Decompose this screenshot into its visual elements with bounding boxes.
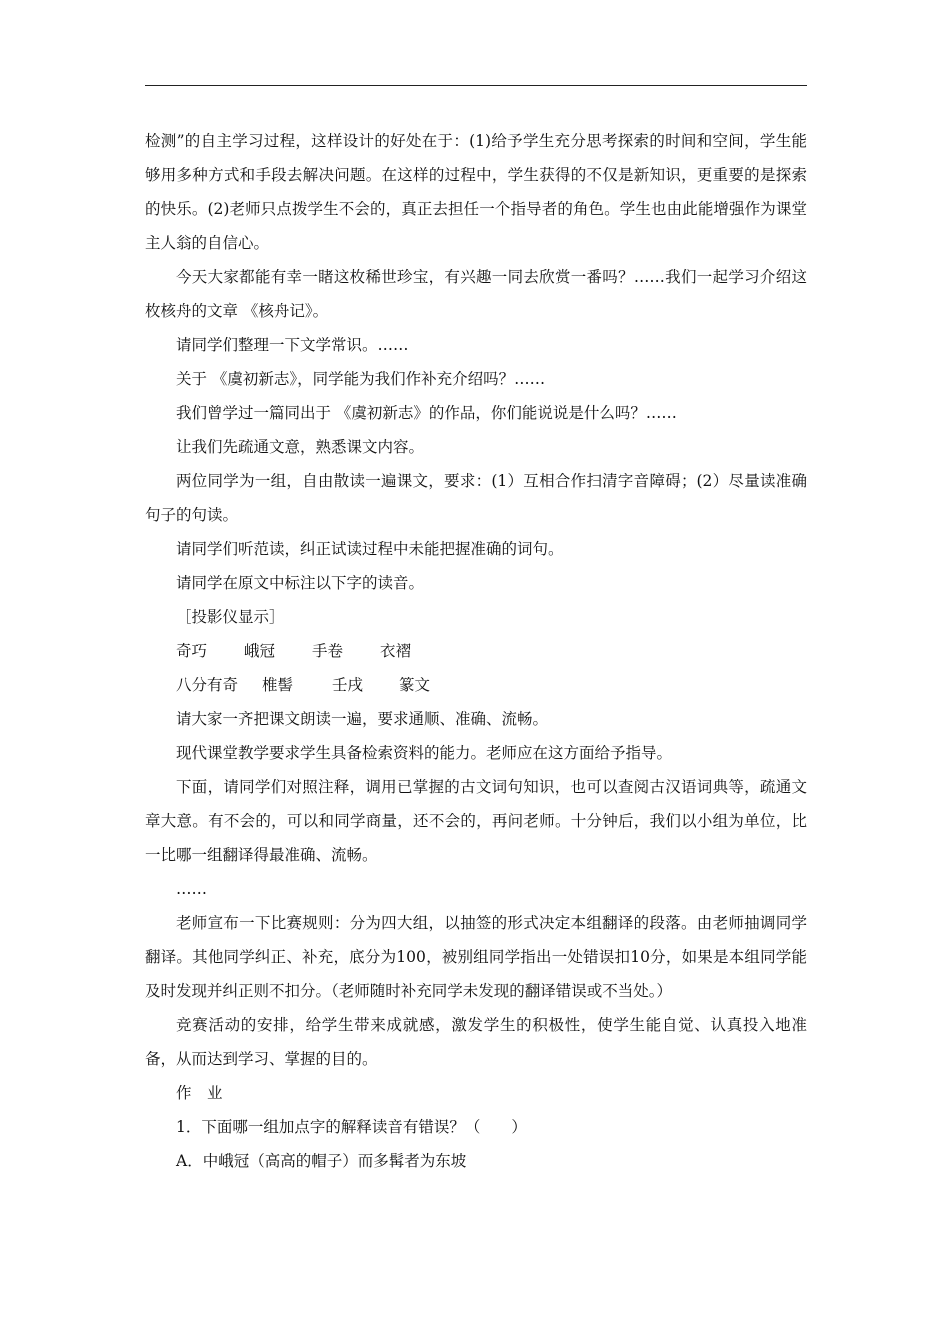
question-1-option-a: A．中峨冠（高高的帽子）而多髯者为东坡: [176, 1152, 467, 1170]
paragraph-projector: ［投影仪显示］: [176, 608, 285, 626]
paragraph-read-aloud: 请大家一齐把课文朗读一遍，要求通顺、准确、流畅。: [176, 710, 549, 728]
paragraph-competition-rules: 老师宣布一下比赛规则：分为四大组，以抽签的形式决定本组翻译的段落。由老师抽调同学翻译。其他同学纠正、补充，底分为100，被别组同学指出一处错误扣10分，如果是本组同学能及时发现并纠正则不扣分。（老师随时补充同学未发现的翻译错误或不当处。）: [145, 914, 807, 1000]
word-item: 壬戌: [332, 676, 364, 694]
word-item: 椎髻: [262, 676, 294, 694]
question-1: 1．下面哪一组加点字的解释读音有错误？（ ）: [176, 1118, 527, 1136]
word-row: [145, 634, 807, 668]
paragraph-same-source: 我们曾学过一篇同出于 《虞初新志》的作品，你们能说说是什么吗？……: [176, 404, 677, 422]
paragraph-continued: 检测”的自主学习过程，这样设计的好处在于：(1)给予学生充分思考探索的时间和空间，学生能够用多种方式和手段去解决问题。在这样的过程中，学生获得的不仅是新知识，更重要的是探索的快乐。(2)老师只点拨学生不会的，真正去担任一个指导者的角色。学生也由此能增强作为课堂主人翁的自信心。: [145, 132, 807, 252]
word-row: [145, 668, 807, 702]
word-item: 衣褶: [380, 642, 412, 660]
paragraph-yuchu-xinzhi: 关于 《虞初新志》，同学能为我们作补充介绍吗？……: [176, 370, 546, 388]
paragraph-pair-reading: 两位同学为一组，自由散读一遍课文，要求：(1）互相合作扫清字音障碍；(2）尽量读准确句子的句读。: [145, 472, 807, 524]
paragraph-intro: 今天大家都能有幸一睹这枚稀世珍宝，有兴趣一同去欣赏一番吗？……我们一起学习介绍这枚核舟的文章 《核舟记》。: [145, 268, 807, 320]
word-item: 八分有奇: [176, 676, 239, 694]
paragraph-mark-pronunciation: 请同学在原文中标注以下字的读音。: [176, 574, 425, 592]
page-body: [145, 124, 807, 1178]
word-item: 奇巧: [176, 642, 208, 660]
paragraph-model-reading: 请同学们听范读，纠正试读过程中未能把握准确的词句。: [176, 540, 564, 558]
header-rule: [145, 85, 807, 86]
word-item: 篆文: [399, 676, 431, 694]
paragraph-competition-purpose: 竞赛活动的安排，给学生带来成就感，激发学生的积极性，使学生能自觉、认真投入地准备，从而达到学习、掌握的目的。: [145, 1016, 807, 1068]
paragraph-comprehension: 让我们先疏通文意，熟悉课文内容。: [176, 438, 425, 456]
word-item: 手卷: [312, 642, 344, 660]
paragraph-literary-knowledge: 请同学们整理一下文学常识。……: [176, 336, 409, 354]
word-item: 峨冠: [244, 642, 276, 660]
section-heading-homework: 作 业: [176, 1084, 223, 1102]
paragraph-retrieval: 现代课堂教学要求学生具备检索资料的能力。老师应在这方面给予指导。: [176, 744, 673, 762]
paragraph-translation-task: 下面，请同学们对照注释，调用已掌握的古文词句知识，也可以查阅古汉语词典等，疏通文章大意。有不会的，可以和同学商量，还不会的，再问老师。十分钟后，我们以小组为单位，比一比哪一组翻译得最准确、流畅。: [145, 778, 807, 864]
paragraph-ellipsis: ……: [176, 880, 207, 898]
